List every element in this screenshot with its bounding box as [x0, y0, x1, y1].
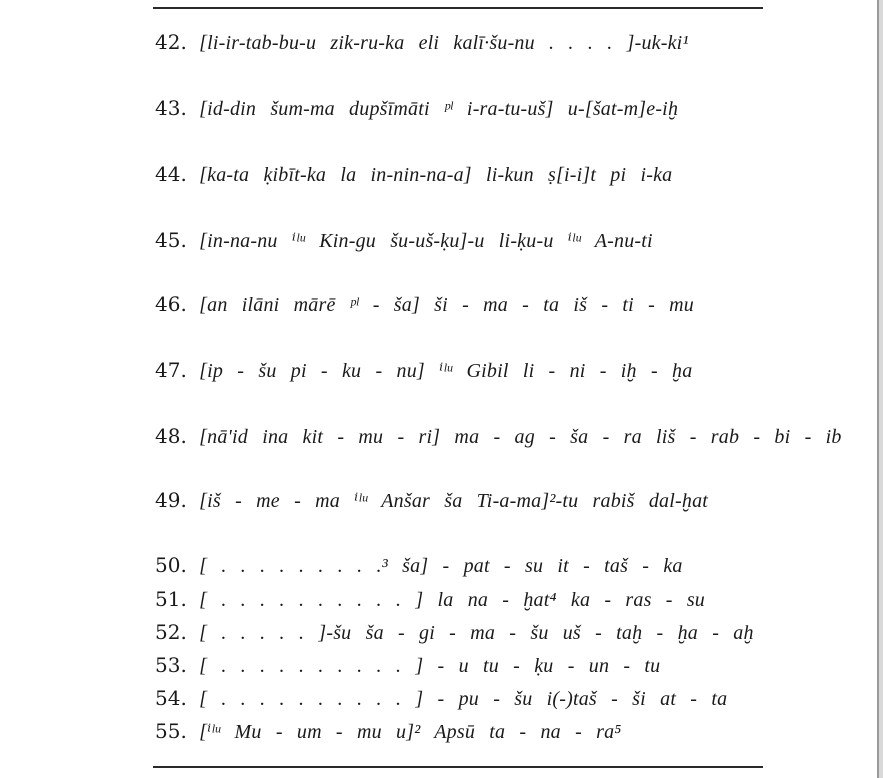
bottom-rule: [153, 766, 763, 768]
line-text: [nā'id ina kit - mu - ri] ma - ag - ša - ra liš - rab - bi - ib: [199, 426, 842, 448]
text-line-45: [155, 226, 765, 254]
line-number: 48.: [155, 424, 187, 448]
line-number: 45.: [155, 228, 187, 252]
line-number: 49.: [155, 488, 187, 512]
line-text: [ip - šu pi - ku - nu] ⁱˡᵘ Gibil li - ni - iḫ - ḫa: [199, 360, 693, 382]
line-text: [ⁱˡᵘ Mu - um - mu u]² Apsū ta - na - ra⁵: [199, 721, 622, 743]
line-text: [an ilāni mārē ᵖˡ - ša] ši - ma - ta iš - ti - mu: [199, 294, 695, 316]
line-number: 46.: [155, 292, 187, 316]
line-number: 52.: [155, 620, 187, 644]
text-line-49: [155, 486, 765, 514]
line-text: [ . . . . . . . . . . ] la na - ḫat⁴ ka - ras - su: [199, 589, 706, 611]
line-text: [ka-ta ḳibīt-ka la in-nin-na-a] li-kun ṣ[i-i]t pi i-ka: [199, 164, 673, 186]
text-line-50: [155, 551, 765, 579]
line-text: [li-ir-tab-bu-u zik-ru-ka eli kalī·šu-nu . . . . ]-uk-ki¹: [199, 32, 689, 54]
line-text: [ . . . . . . . . . . ] - u tu - ḳu - un - tu: [199, 655, 661, 677]
line-number: 51.: [155, 587, 187, 611]
text-line-53: [155, 651, 765, 679]
line-text: [ . . . . . . . . .³ ša] - pat - su it - taš - ka: [199, 555, 683, 577]
top-rule: [153, 7, 763, 9]
line-number: 47.: [155, 358, 187, 382]
text-line-42: [155, 28, 765, 56]
line-number: 55.: [155, 719, 187, 743]
text-line-51: [155, 585, 765, 613]
text-line-55: [155, 717, 765, 745]
text-line-44: [155, 160, 765, 188]
line-text: [ . . . . . . . . . . ] - pu - šu i(-)taš - ši at - ta: [199, 688, 728, 710]
text-line-43: [155, 94, 765, 122]
line-number: 44.: [155, 162, 187, 186]
text-line-48: [155, 422, 842, 450]
line-number: 42.: [155, 30, 187, 54]
line-text: [id-din šum-ma dupšīmāti ᵖˡ i-ra-tu-uš] u-[šat-m]e-iḫ: [199, 98, 679, 120]
line-number: 54.: [155, 686, 187, 710]
page-shadow: [879, 0, 883, 778]
text-line-46: [155, 290, 765, 318]
line-number: 50.: [155, 553, 187, 577]
text-line-47: [155, 356, 765, 384]
line-text: [in-na-nu ⁱˡᵘ Kin-gu šu-uš-ḳu]-u li-ḳu-u ⁱˡᵘ A-nu-ti: [199, 230, 653, 252]
text-line-54: [155, 684, 765, 712]
line-number: 53.: [155, 653, 187, 677]
line-text: [iš - me - ma ⁱˡᵘ Anšar ša Ti-a-ma]²-tu rabiš dal-ḫat: [199, 490, 709, 512]
page-border: [877, 0, 879, 778]
text-line-52: [155, 618, 765, 646]
line-number: 43.: [155, 96, 187, 120]
line-text: [ . . . . . ]-šu ša - gi - ma - šu uš - taḫ - ḫa - aḫ: [199, 622, 754, 644]
